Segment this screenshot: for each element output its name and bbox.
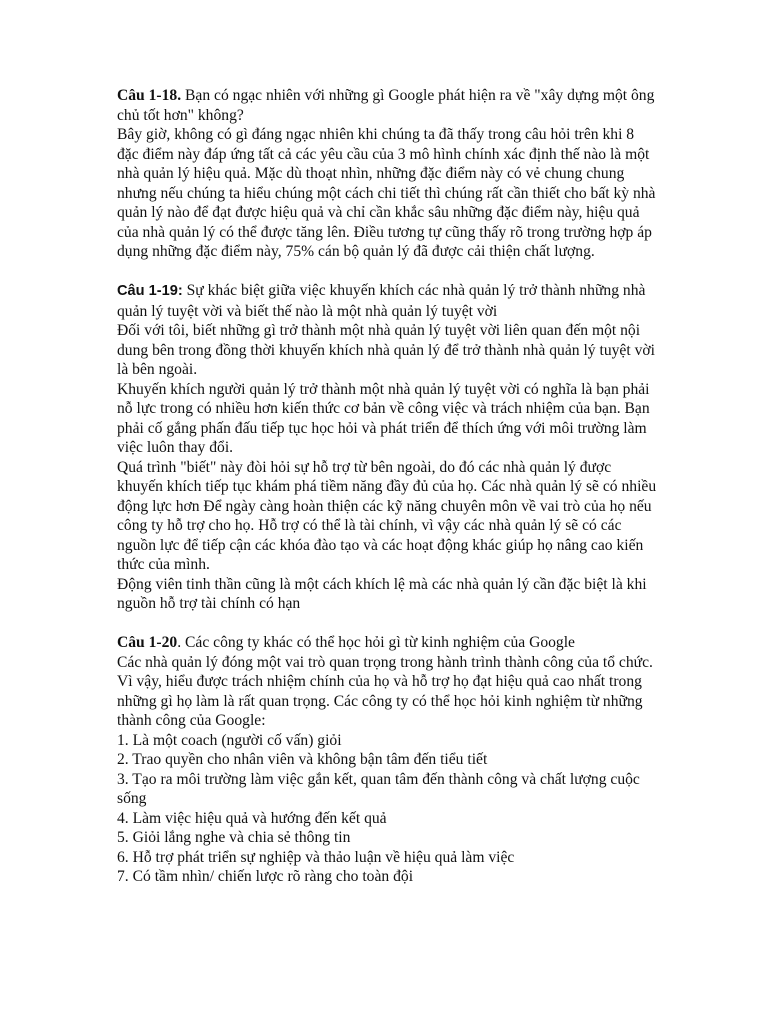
question-title: Sự khác biệt giữa việc khuyến khích các nhà quản lý trở thành những nhà quản lý tuyệt vời và biết thế nào là một nhà quản lý tuyệt vời <box>117 282 646 320</box>
question-1-18 <box>117 86 657 262</box>
answer-paragraph: Khuyến khích người quản lý trở thành một nhà quản lý tuyệt vời có nghĩa là bạn phải nỗ lực trong có nhiều hơn kiến thức cơ bản về công việc và trách nhiệm của bạn. Bạn phải cố gắng phấn đấu tiếp tục học hỏi và phát triển để thích ứng với môi trường làm việc luôn thay đổi. <box>117 380 650 456</box>
list-item: 4. Làm việc hiệu quả và hướng đến kết quả <box>117 809 387 827</box>
question-label: Câu 1-19: <box>117 283 183 299</box>
answer-paragraph: Các nhà quản lý đóng một vai trò quan trọng trong hành trình thành công của tổ chức. Vì vậy, hiểu được trách nhiệm chính của họ và hỗ trợ họ đạt hiệu quả cao nhất trong những gì họ làm là rất quan trọng. Các công ty có thể học hỏi kinh nghiệm từ những thành công của Google: <box>117 653 653 729</box>
lessons-list <box>117 731 657 887</box>
question-title: . Các công ty khác có thể học hỏi gì từ kinh nghiệm của Google <box>177 634 575 651</box>
question-heading <box>117 86 657 125</box>
list-item: 3. Tạo ra môi trường làm việc gắn kết, quan tâm đến thành công và chất lượng cuộc sống <box>117 770 640 807</box>
answer-paragraph: Động viên tinh thần cũng là một cách khích lệ mà các nhà quản lý cần đặc biệt là khi nguồn hỗ trợ tài chính có hạn <box>117 575 647 612</box>
answer-paragraph: Bây giờ, không có gì đáng ngạc nhiên khi chúng ta đã thấy trong câu hỏi trên khi 8 đặc điểm này đáp ứng tất cả các yêu cầu của 3 mô hình chính xác định thế nào là một nhà quản lý hiệu quả. Mặc dù thoạt nhìn, những đặc điểm này có vẻ chung chung nhưng nếu chúng ta hiểu chúng một cách chi tiết thì chúng rất cần thiết cho bất kỳ nhà quản lý nào để đạt được hiệu quả và chỉ cần khắc sâu những đặc điểm này, hiệu quả của nhà quản lý có thể được tăng lên. Điều tương tự cũng thấy rõ trong trường hợp áp dụng những đặc điểm này, 75% cán bộ quản lý đã được cải thiện chất lượng. <box>117 126 656 260</box>
answer-paragraph: Quá trình "biết" này đòi hỏi sự hỗ trợ từ bên ngoài, do đó các nhà quản lý được khuyến khích tiếp tục khám phá tiềm năng đầy đủ của họ. Các nhà quản lý sẽ có nhiều động lực hơn Để ngày càng hoàn thiện các kỹ năng chuyên môn về vai trò của họ nếu công ty hỗ trợ cho họ. Hỗ trợ có thể là tài chính, vì vậy các nhà quản lý sẽ có các nguồn lực để tiếp cận các khóa đào tạo và các hoạt động khác giúp họ nâng cao kiến thức của mình. <box>117 458 657 573</box>
list-item: 7. Có tầm nhìn/ chiến lược rõ ràng cho toàn đội <box>117 868 414 885</box>
question-label: Câu 1-20 <box>117 634 178 651</box>
question-1-19 <box>117 281 657 614</box>
question-heading <box>117 281 657 321</box>
list-item: 2. Trao quyền cho nhân viên và không bận tâm đến tiểu tiết <box>117 751 488 768</box>
question-label: Câu 1-18. <box>117 87 182 104</box>
question-title: Bạn có ngạc nhiên với những gì Google phát hiện ra về "xây dựng một ông chủ tốt hơn" không? <box>117 87 655 124</box>
document-page <box>117 86 657 887</box>
answer-paragraph: Đối với tôi, biết những gì trở thành một nhà quản lý tuyệt vời liên quan đến một nội dung bên trong đồng thời khuyến khích nhà quản lý để trở thành nhà quản lý tuyệt vời là bên ngoài. <box>117 322 655 378</box>
list-item: 1. Là một coach (người cố vấn) giỏi <box>117 731 342 749</box>
list-item: 5. Giỏi lắng nghe và chia sẻ thông tin <box>117 829 351 846</box>
list-item: 6. Hỗ trợ phát triển sự nghiệp và thảo luận về hiệu quả làm việc <box>117 848 515 866</box>
question-1-20 <box>117 633 657 887</box>
question-heading <box>117 633 657 653</box>
